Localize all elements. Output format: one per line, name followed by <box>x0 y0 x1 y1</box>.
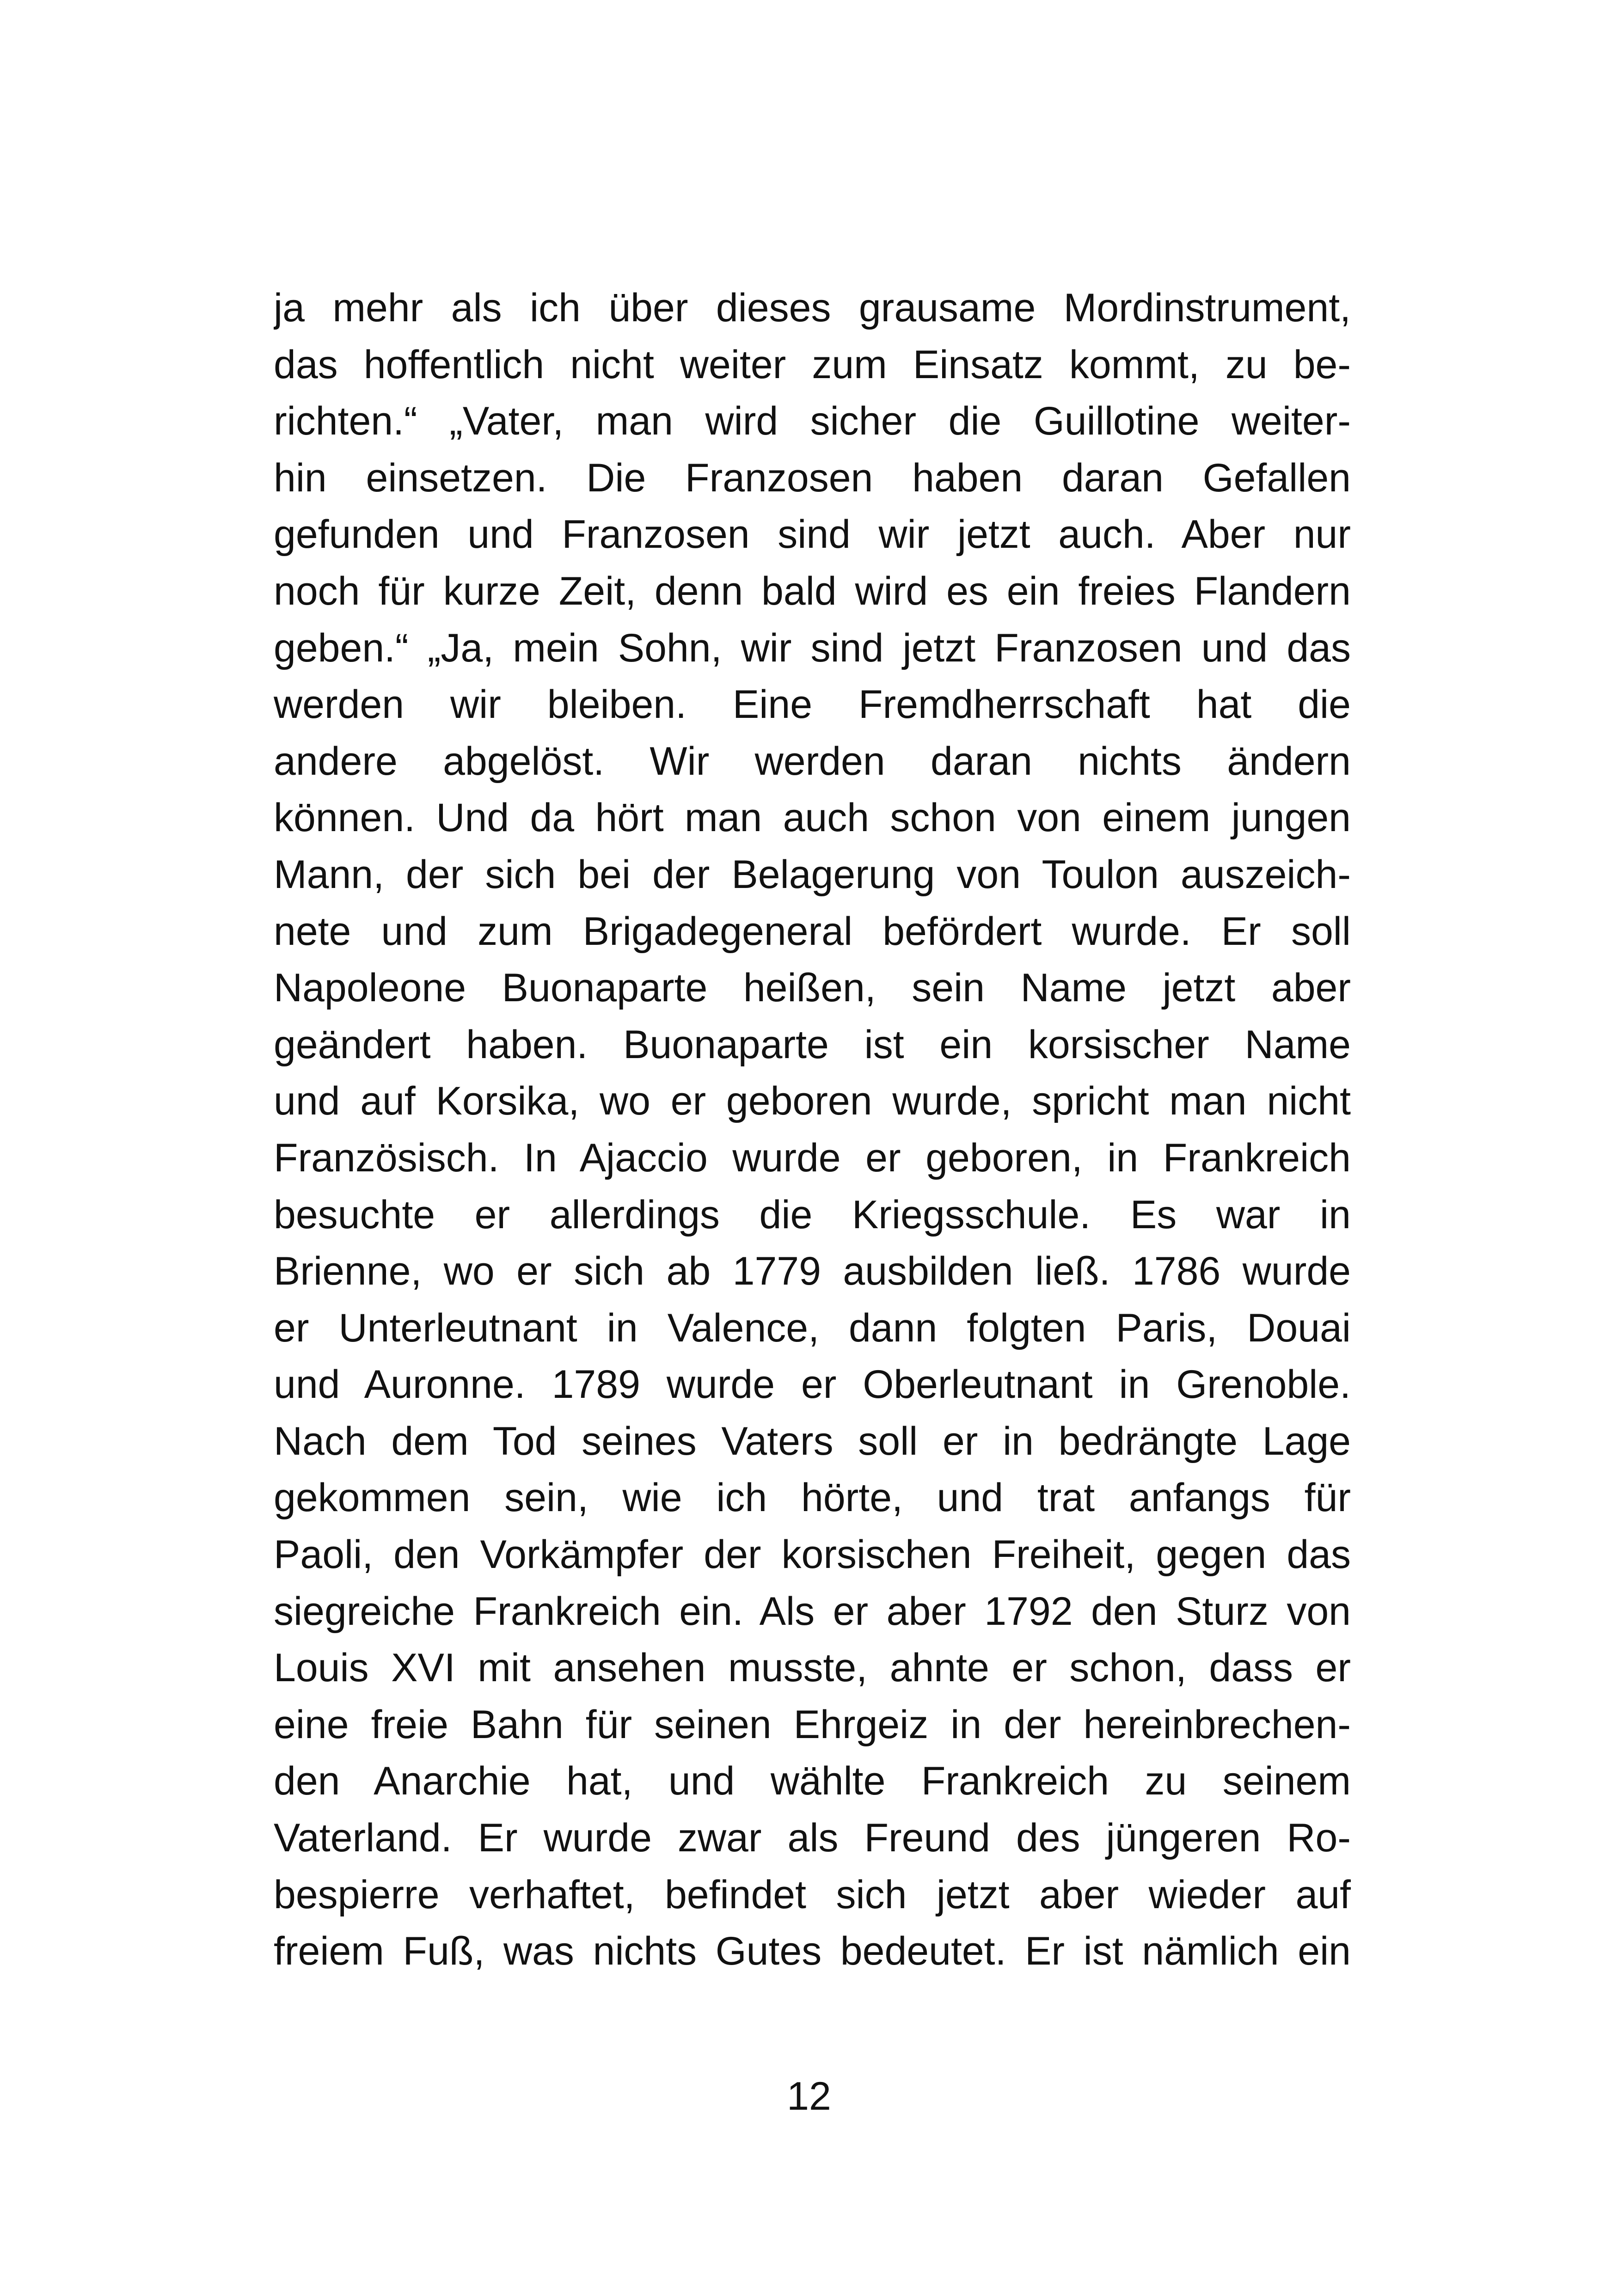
text-line: werden wir bleiben. Eine Fremdherrschaft hat die <box>274 682 1351 727</box>
text-line: Mann, der sich bei der Belagerung von Toulon auszeich- <box>274 852 1351 897</box>
text-line: noch für kurze Zeit, denn bald wird es ein freies Flandern <box>274 569 1351 613</box>
text-line: andere abgelöst. Wir werden daran nichts ändern <box>274 739 1351 784</box>
text-line: und auf Korsika, wo er geboren wurde, spricht man nicht <box>274 1079 1351 1124</box>
text-line: Vaterland. Er wurde zwar als Freund des jüngeren Ro- <box>274 1816 1351 1861</box>
text-line: und Auronne. 1789 wurde er Oberleutnant in Grenoble. <box>274 1362 1351 1407</box>
text-line: können. Und da hört man auch schon von einem jungen <box>274 796 1351 840</box>
text-line: geben.“ „Ja, mein Sohn, wir sind jetzt Franzosen und das <box>274 625 1351 670</box>
text-line: Nach dem Tod seines Vaters soll er in bedrängte Lage <box>274 1419 1351 1463</box>
text-line: geändert haben. Buonaparte ist ein korsischer Name <box>274 1022 1351 1067</box>
text-line: den Anarchie hat, und wählte Frankreich zu seinem <box>274 1759 1351 1804</box>
text-line: ja mehr als ich über dieses grausame Mordinstrument, <box>274 286 1351 330</box>
text-line: Paoli, den Vorkämpfer der korsischen Freiheit, gegen das <box>274 1532 1351 1577</box>
text-line: Napoleone Buonaparte heißen, sein Name jetzt aber <box>274 966 1351 1010</box>
text-line: gefunden und Franzosen sind wir jetzt auch. Aber nur <box>274 512 1351 557</box>
text-line: besuchte er allerdings die Kriegsschule. Es war in <box>274 1192 1351 1237</box>
text-line: bespierre verhaftet, befindet sich jetzt aber wieder auf <box>274 1872 1351 1917</box>
text-line: Französisch. In Ajaccio wurde er geboren, in Frankreich <box>274 1135 1351 1180</box>
body-text <box>274 280 1351 1980</box>
text-line: nete und zum Brigadegeneral befördert wurde. Er soll <box>274 909 1351 954</box>
text-line: gekommen sein, wie ich hörte, und trat anfangs für <box>274 1476 1351 1520</box>
text-line: eine freie Bahn für seinen Ehrgeiz in der hereinbrechen- <box>274 1702 1351 1747</box>
text-line: das hoffentlich nicht weiter zum Einsatz kommt, zu be- <box>274 342 1351 387</box>
text-line: Brienne, wo er sich ab 1779 ausbilden ließ. 1786 wurde <box>274 1249 1351 1294</box>
text-line: freiem Fuß, was nichts Gutes bedeutet. Er ist nämlich ein <box>274 1929 1351 1974</box>
text-line: Louis XVI mit ansehen musste, ahnte er schon, dass er <box>274 1646 1351 1690</box>
page-number: 12 <box>787 2074 831 2118</box>
text-line: siegreiche Frankreich ein. Als er aber 1792 den Sturz von <box>274 1589 1351 1634</box>
text-line: hin einsetzen. Die Franzosen haben daran Gefallen <box>274 455 1351 500</box>
text-line: er Unterleutnant in Valence, dann folgten Paris, Douai <box>274 1305 1351 1350</box>
text-line: richten.“ „Vater, man wird sicher die Guillotine weiter- <box>274 399 1351 444</box>
